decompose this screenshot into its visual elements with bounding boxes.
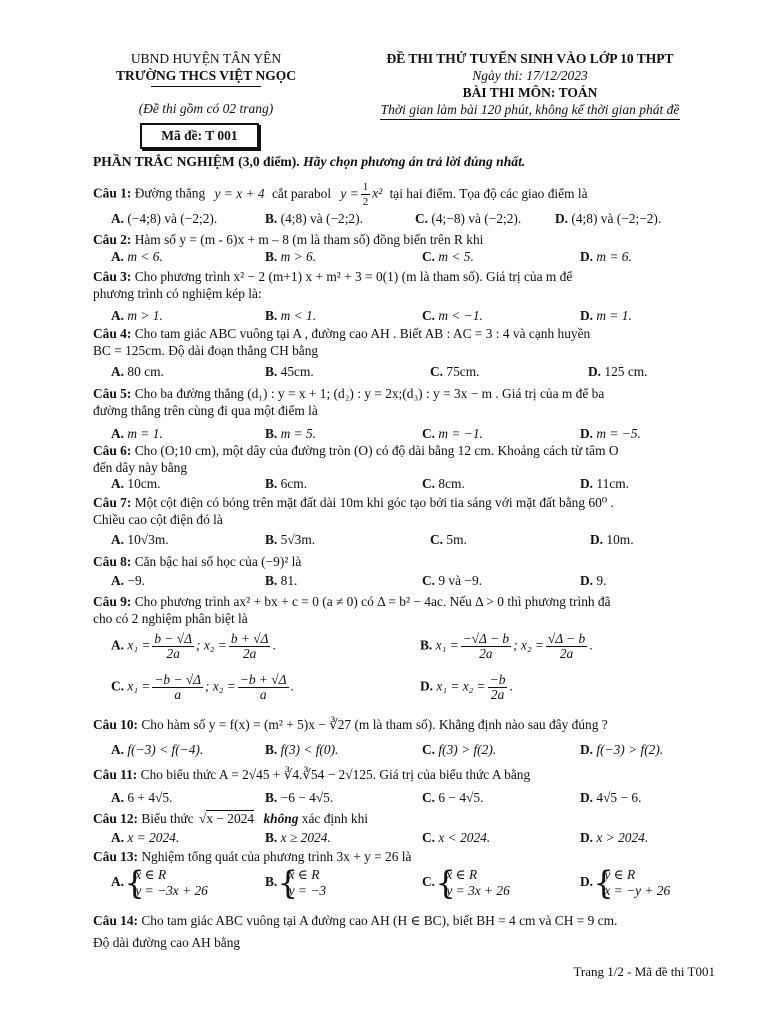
q12-option-a[interactable]: A. x = 2024. xyxy=(111,830,180,845)
q9-option-d[interactable]: D. x₁ = x₂ = $\frac{-b}{2a}$ . xyxy=(420,672,513,702)
q6-option-c[interactable]: C. 8cm. xyxy=(422,476,465,491)
q2-option-a[interactable]: A. m < 6. xyxy=(111,249,163,264)
district-name: UBND HUYỆN TÂN YÊN xyxy=(130,51,282,66)
q4-option-a[interactable]: A. 80 cm. xyxy=(111,364,164,379)
q3-option-d[interactable]: D. m = 1. xyxy=(580,308,632,323)
q7-option-c[interactable]: C. 5m. xyxy=(430,532,467,547)
q5-option-c[interactable]: C. m = −1. xyxy=(422,426,483,441)
q1-option-d[interactable]: D. (4;8) và (−2;−2). xyxy=(555,211,662,226)
q13-option-a[interactable]: A. { x ∈ R y = −3x + 26 xyxy=(111,867,208,899)
q3-option-c[interactable]: C. m < −1. xyxy=(422,308,483,323)
q10-option-d[interactable]: D. f(−3) > f(2). xyxy=(580,742,664,757)
q11-option-d[interactable]: D. 4√5 − 6. xyxy=(580,790,642,805)
question-11: Câu 11: Cho biểu thức A = 2√45 + ∛4.∛54 − 2√125. Giá trị của biểu thức A bằng xyxy=(93,767,531,782)
school-header xyxy=(96,50,316,117)
q11-option-c[interactable]: C. 6 − 4√5. xyxy=(422,790,484,805)
q7-option-a[interactable]: A. 10√3m. xyxy=(111,532,169,547)
exam-date: Ngày thi: 17/12/2023 xyxy=(472,68,588,83)
question-8: Câu 8: Căn bậc hai số học của (−9)² là xyxy=(93,554,302,569)
question-12: Câu 12: Biểu thức √x − 2024 không xác định khi xyxy=(93,811,368,826)
q5-option-d[interactable]: D. m = −5. xyxy=(580,426,641,441)
q11-option-a[interactable]: A. 6 + 4√5. xyxy=(111,790,173,805)
q8-option-c[interactable]: C. 9 và −9. xyxy=(422,573,483,588)
q13-option-c[interactable]: C. { x ∈ R y = 3x + 26 xyxy=(422,867,510,899)
q4-option-b[interactable]: B. 45cm. xyxy=(265,364,314,379)
q3-option-a[interactable]: A. m > 1. xyxy=(111,308,163,323)
q13-option-b[interactable]: B. { x ∈ R y = −3 xyxy=(265,867,326,899)
section-instruction: Hãy chọn phương án trả lời đúng nhất. xyxy=(303,154,526,169)
q2-option-b[interactable]: B. m > 6. xyxy=(265,249,317,264)
exam-duration: Thời gian làm bài 120 phút, không kể thời gian phát đề xyxy=(380,102,680,117)
page-count-note: (Đề thi gồm có 02 trang) xyxy=(138,101,274,116)
q8-option-d[interactable]: D. 9. xyxy=(580,573,607,588)
school-name: TRƯỜNG THCS VIỆT NGỌC xyxy=(116,68,296,83)
section-title: PHẦN TRẮC NGHIỆM (3,0 điểm). xyxy=(93,154,300,169)
q3-option-b[interactable]: B. m < 1. xyxy=(265,308,317,323)
question-2: Câu 2: Hàm số y = (m - 6)x + m – 8 (m là tham số) đồng biến trên R khi xyxy=(93,232,484,247)
q2-option-c[interactable]: C. m < 5. xyxy=(422,249,474,264)
question-14: Câu 14: Cho tam giác ABC vuông tại A đường cao AH (H ∈ BC), biết BH = 4 cm và CH = 9 cm. Độ dài đường cao AH bằng xyxy=(93,913,618,950)
question-6: Câu 6: Cho (O;10 cm), một dây của đường tròn (O) có độ dài bằng 12 cm. Khoảng cách từ tâm O đến dây này bằng xyxy=(93,443,619,475)
exam-header xyxy=(340,50,720,120)
q11-option-b[interactable]: B. −6 − 4√5. xyxy=(265,790,334,805)
q9-option-a[interactable]: A. x₁ = $\frac{b - √\Delta}{2a}$ ; x₂ = $\frac{b + √\Delta}{2a}$ . xyxy=(111,631,276,661)
q5-option-b[interactable]: B. m = 5. xyxy=(265,426,317,441)
q12-option-c[interactable]: C. x < 2024. xyxy=(422,830,491,845)
question-13: Câu 13: Nghiệm tổng quát của phương trình 3x + y = 26 là xyxy=(93,849,412,864)
q6-option-b[interactable]: B. 6cm. xyxy=(265,476,308,491)
exam-title: ĐỀ THI THỬ TUYỂN SINH VÀO LỚP 10 THPT xyxy=(386,51,674,66)
exam-subject: BÀI THI MÔN: TOÁN xyxy=(462,85,598,100)
header-divider xyxy=(151,86,261,87)
q12-option-b[interactable]: B. x ≥ 2024. xyxy=(265,830,331,845)
q1-option-a[interactable]: A. (−4;8) và (−2;2). xyxy=(111,211,218,226)
section-heading xyxy=(93,154,525,170)
q7-option-b[interactable]: B. 5√3m. xyxy=(265,532,316,547)
q1-option-c[interactable]: C. (4;−8) và (−2;2). xyxy=(415,211,522,226)
q13-option-d[interactable]: D. { y ∈ R x = −y + 26 xyxy=(580,867,670,899)
exam-code-box: Mã đề: T 001 xyxy=(140,123,259,149)
q4-option-d[interactable]: D. 125 cm. xyxy=(588,364,648,379)
q12-option-d[interactable]: D. x > 2024. xyxy=(580,830,649,845)
q2-option-d[interactable]: D. m = 6. xyxy=(580,249,632,264)
question-9: Câu 9: Cho phương trình ax² + bx + c = 0 (a ≠ 0) có Δ = b² − 4ac. Nếu Δ > 0 thì phương trình đã cho có 2 nghiệm phân biệt là xyxy=(93,594,611,626)
q9-option-c[interactable]: C. x₁ = $\frac{-b - √\Delta}{a}$ ; x₂ = $\frac{-b + √\Delta}{a}$ . xyxy=(111,672,294,702)
q6-option-d[interactable]: D. 11cm. xyxy=(580,476,629,491)
q5-option-a[interactable]: A. m = 1. xyxy=(111,426,163,441)
q10-option-c[interactable]: C. f(3) > f(2). xyxy=(422,742,497,757)
q9-option-b[interactable]: B. x₁ = $\frac{-√\Delta - b}{2a}$ ; x₂ = $\frac{√\Delta - b}{2a}$ . xyxy=(420,631,593,661)
question-1: Câu 1: Đường thẳng y = x + 4 cắt parabol y = $\frac{1}{2}$ x² tại hai điểm. Tọa độ các giao điểm là xyxy=(93,181,588,208)
q10-option-b[interactable]: B. f(3) < f(0). xyxy=(265,742,339,757)
q8-option-a[interactable]: A. −9. xyxy=(111,573,145,588)
q8-option-b[interactable]: B. 81. xyxy=(265,573,298,588)
q10-option-a[interactable]: A. f(−3) < f(−4). xyxy=(111,742,204,757)
q4-option-c[interactable]: C. 75cm. xyxy=(430,364,480,379)
question-4: Câu 4: Cho tam giác ABC vuông tại A , đường cao AH . Biết AB : AC = 3 : 4 và cạnh huyền BC = 125cm. Độ dài đoạn thẳng CH bằng xyxy=(93,326,591,358)
page-footer: Trang 1/2 - Mã đề thi T001 xyxy=(573,964,715,979)
question-3: Câu 3: Cho phương trình x² − 2 (m+1) x + m² + 3 = 0(1) (m là tham số). Giá trị của m để phương trình có nghiệm kép là: xyxy=(93,269,573,301)
q6-option-a[interactable]: A. 10cm. xyxy=(111,476,161,491)
question-5: Câu 5: Cho ba đường thẳng (d₁) : y = x + 1; (d₂) : y = 2x;(d₃) : y = 3x − m . Giá trị của m để ba đường thẳng trên cùng đi qua một điểm là xyxy=(93,386,605,418)
header-divider-right xyxy=(380,119,680,120)
question-10: Câu 10: Cho hàm số y = f(x) = (m² + 5)x − ∛27 (m là tham số). Khẳng định nào sau đây đúng ? xyxy=(93,717,608,732)
q7-option-d[interactable]: D. 10m. xyxy=(590,532,634,547)
q1-option-b[interactable]: B. (4;8) và (−2;2). xyxy=(265,211,363,226)
question-7: Câu 7: Một cột điện có bóng trên mặt đất dài 10m khi góc tạo bởi tia sáng với mặt đất bằng 60⁰ . Chiều cao cột điện đó là xyxy=(93,495,614,527)
